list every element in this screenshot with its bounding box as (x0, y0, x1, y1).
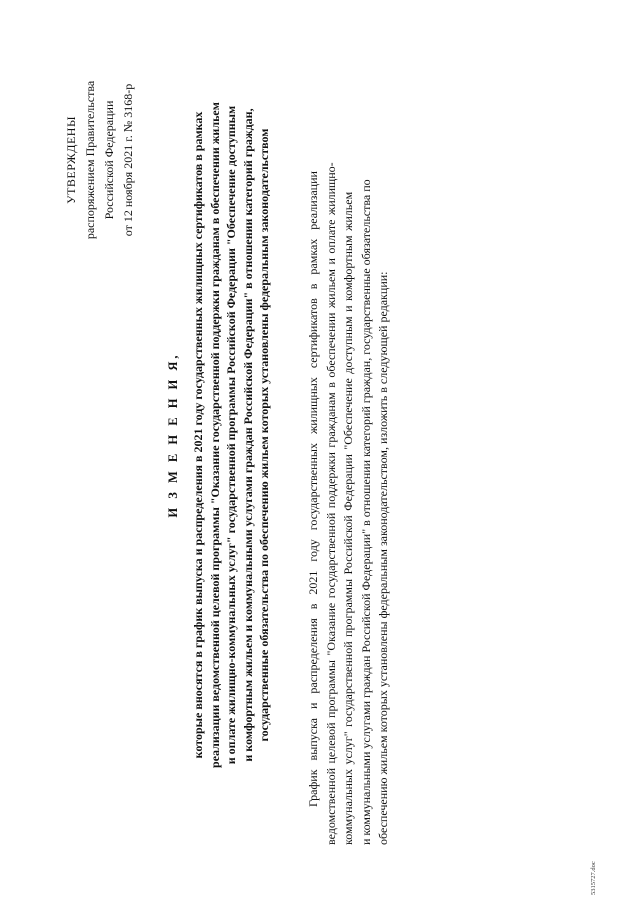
document-subtitle (190, 25, 273, 845)
body-line: коммунальных услуг" государственной программы Российской Федерации "Обеспечение доступным и комфортным жильем (341, 191, 355, 845)
body-line: График выпуска и распределения в 2021 году государственных жилищных сертификатов в рамках реализации (306, 171, 320, 807)
body-line: ведомственной целевой программы "Оказание государственной поддержки гражданам в обеспечении жильем и оплате жилищно- (323, 162, 338, 845)
subtitle-line: государственные обязательства по обеспечению жильем которых установлены федеральным законодательством (257, 128, 271, 742)
approval-line-1: распоряжением Правительства (83, 80, 97, 240)
approval-heading: УТВЕРЖДЕНЫ (64, 116, 78, 204)
subtitle-line: реализации ведомственной целевой программы "Оказание государственной поддержки гражданам в обеспечении жильем (207, 102, 222, 768)
approval-stamp (62, 40, 138, 280)
document-file-code: 5315727.doc (590, 861, 597, 895)
body-paragraph (305, 15, 393, 845)
body-line: обеспечению жильем которых установлены федеральным законодательством, изложить в следующей редакции: (376, 271, 390, 845)
approval-line-2: Российской Федерации (102, 100, 116, 220)
subtitle-line: и оплате жилищно-коммунальных услуг" государственной программы Российской Федерации "Обеспечение доступным (224, 105, 238, 765)
subtitle-line: и комфортным жильем и коммунальными услугами граждан Российской Федерации" в отношении категорий граждан, (240, 108, 255, 762)
subtitle-line: которые вносятся в график выпуска и распределения в 2021 году государственных жилищных сертификатов в рамках (191, 111, 205, 759)
body-line: и коммунальными услугами граждан Российской Федерации" в отношении категорий граждан, государственные обязательства по (358, 179, 373, 845)
document-title: И З М Е Н Е Н И Я, (166, 352, 180, 518)
approval-line-3: от 12 ноября 2021 г. № 3168-р (121, 83, 135, 237)
